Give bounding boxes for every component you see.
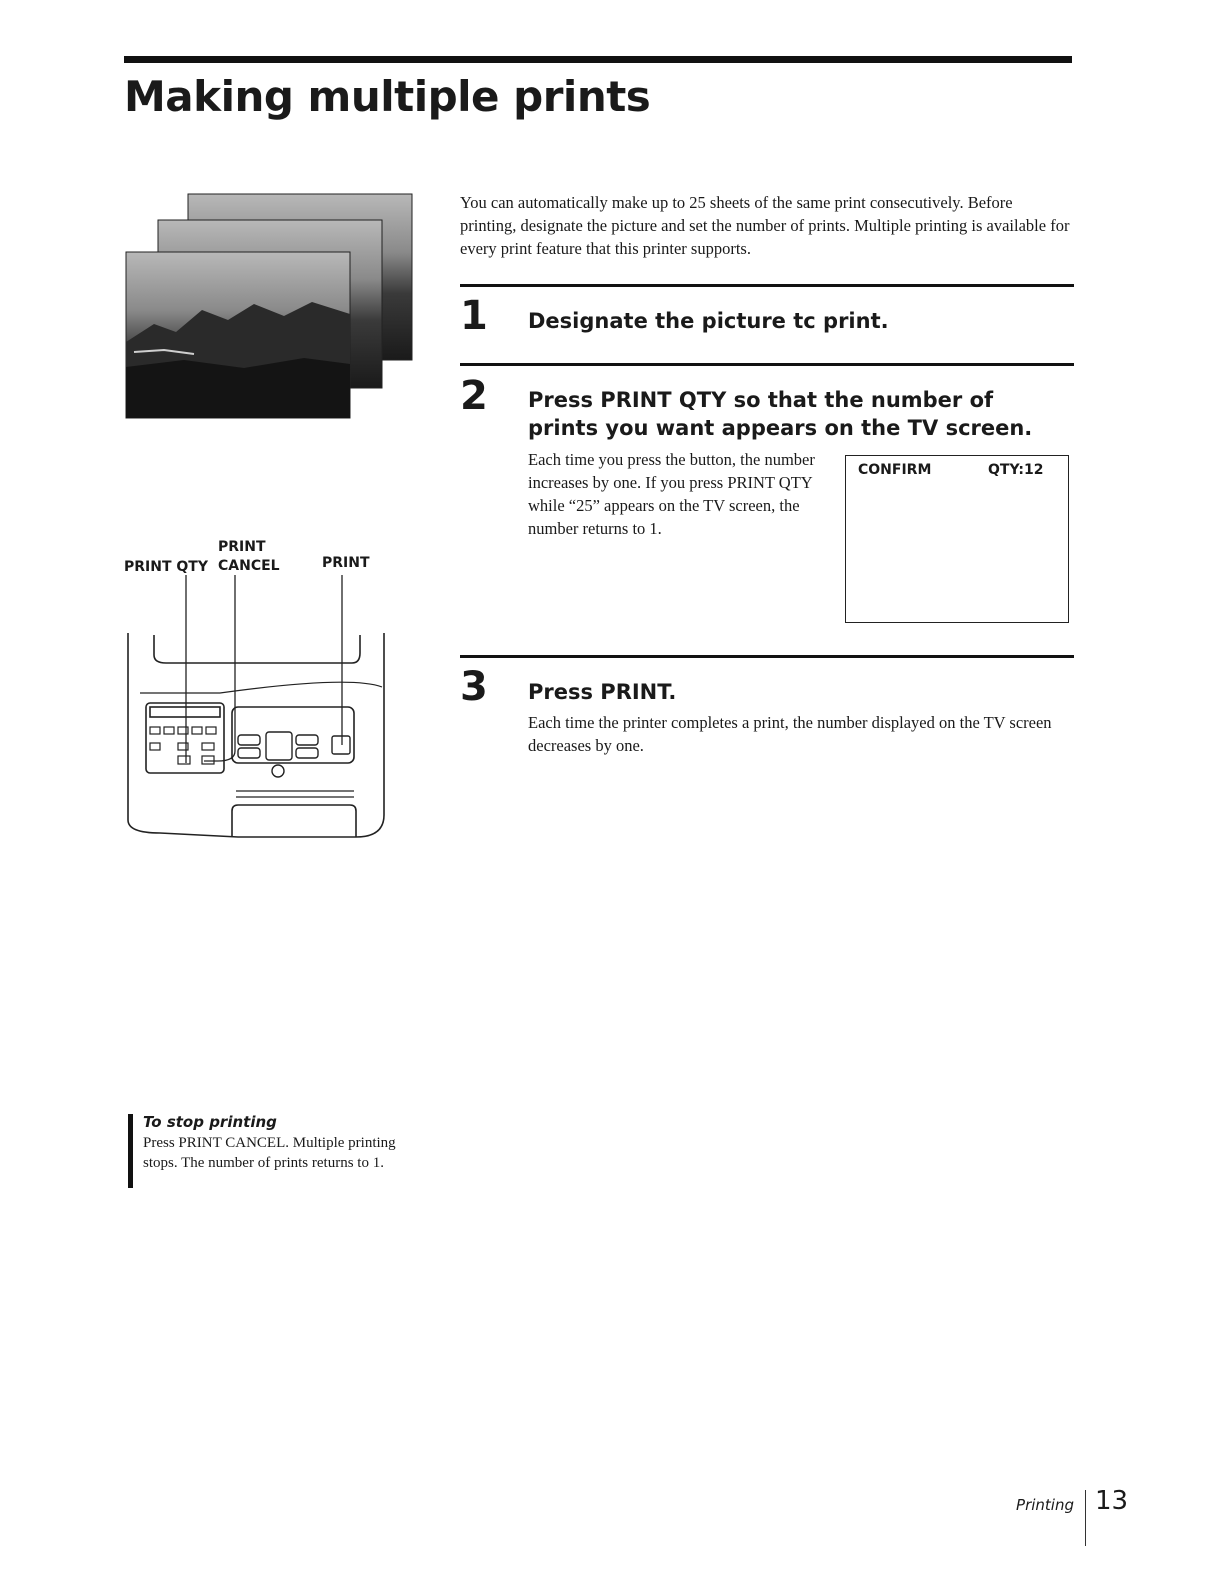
printer-top-slot [154,635,360,663]
tv-qty-label: QTY:12 [988,462,1044,478]
print-button [332,736,350,754]
label-print-cancel-line1: PRINT [218,539,266,555]
step-3-rule [460,655,1074,658]
footer-divider [1085,1490,1086,1546]
control-panel-left [146,703,224,773]
photo-stack-illustration [124,192,414,422]
step-2-title: Press PRINT QTY so that the number of prints you want appears on the TV screen. [528,388,1033,440]
label-print-qty: PRINT QTY [124,559,208,575]
print-cancel-button [178,756,190,764]
step-2-rule [460,363,1074,366]
step-3-body: Each time the printer completes a print, the number displayed on the TV screen decreases by one. [528,713,1052,755]
button-grid [150,727,216,764]
step-1-number: 1 [460,293,488,339]
step-3-title: Press PRINT. [528,680,677,704]
tv-screen-display [845,455,1069,623]
step-2-body: Each time you press the button, the number increases by one. If you press PRINT QTY while “25” appears on the TV screen, the number returns to 1. [528,450,815,538]
tv-confirm-label: CONFIRM [858,462,932,478]
step-1-rule [460,284,1074,287]
step-3-number: 3 [460,664,488,710]
label-print: PRINT [322,555,370,571]
label-print-cancel-line2: CANCEL [218,558,280,574]
footer-section-name: Printing [1016,1496,1074,1514]
intro-paragraph: You can automatically make up to 25 sheets of the same print consecutively. Before printing, designate the picture and set the number of prints. Multiple printing is available for every print feature that this printer supports. [460,193,1070,258]
step-1-title: Designate the picture tc print. [528,309,889,333]
callout-lines [186,575,342,763]
step-2-number: 2 [460,373,488,419]
note-title: To stop printing [143,1113,277,1131]
photo-front [126,252,350,418]
printer-diagram [120,575,400,845]
display-buttons [238,732,350,777]
title-rule [124,56,1072,63]
note-bar [128,1114,133,1188]
page-title: Making multiple prints [124,72,651,121]
note-body: Press PRINT CANCEL. Multiple printing stops. The number of prints returns to 1. [143,1135,396,1171]
paper-tray [232,805,356,837]
footer-page-number: 13 [1095,1486,1129,1516]
